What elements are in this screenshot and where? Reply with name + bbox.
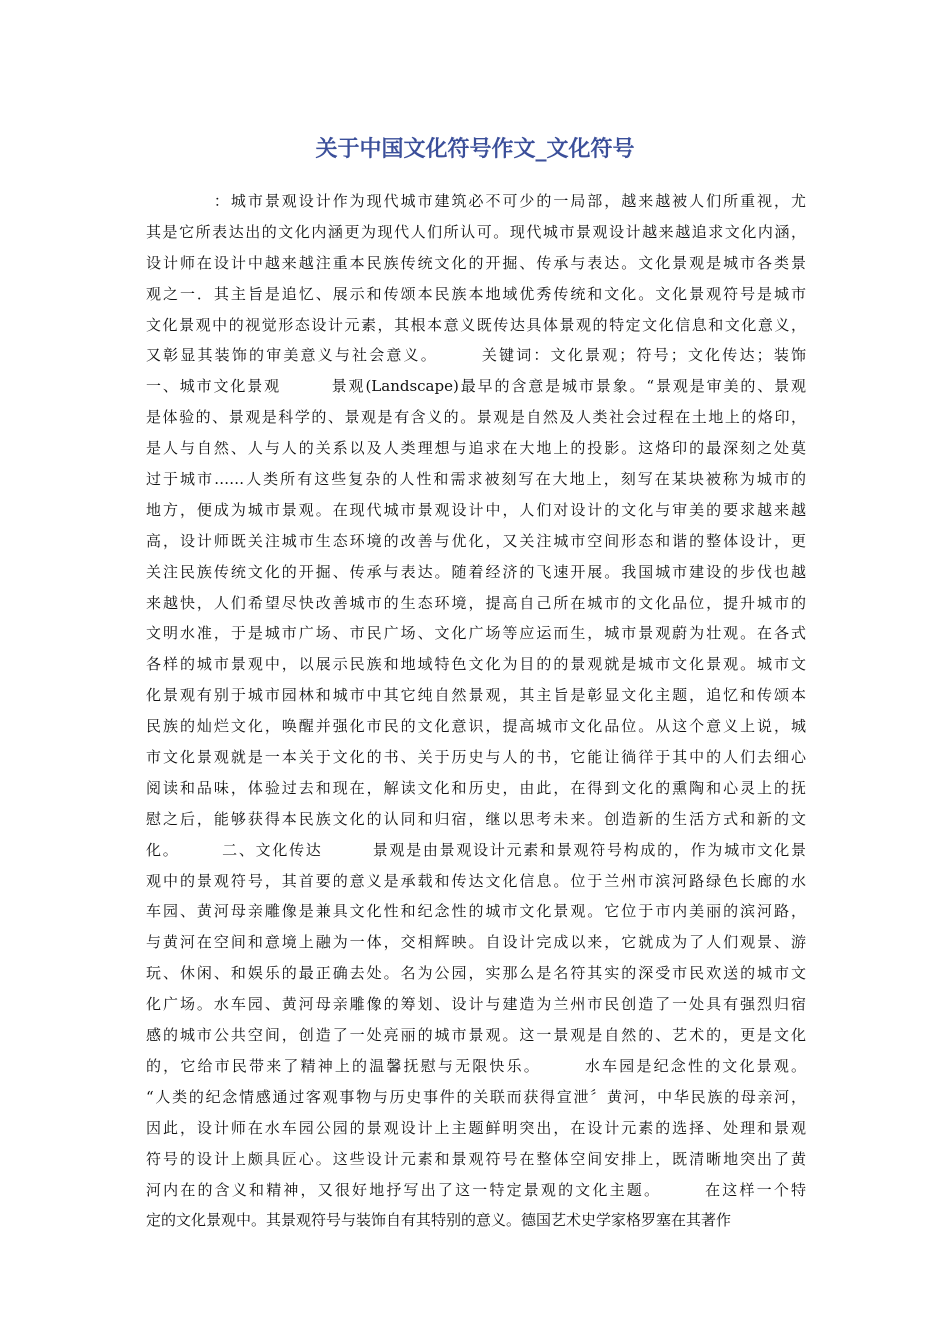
text-line: 与黄河在空间和意境上融为一体，交相辉映。自设计完成以来，它就成为了人们观景、游 xyxy=(146,933,806,952)
text-line: 又彰显其装饰的审美意义与社会意义。 关键词：文化景观；符号；文化传达；装饰 xyxy=(146,346,806,365)
text-line: ：城市景观设计作为现代城市建筑必不可少的一局部，越来越被人们所重视，尤 xyxy=(146,192,806,210)
text-line: 一、城市文化景观 景观(Landscape)最早的含意是城市景象。“景观是审美的、景观 xyxy=(146,377,806,396)
document-body xyxy=(146,186,806,1236)
text-line: 观之一．其主旨是追忆、展示和传颂本民族本地域优秀传统和文化。文化景观符号是城市 xyxy=(146,284,806,303)
text-line: 来越快，人们希望尽快改善城市的生态环境，提高自己所在城市的文化品位，提升城市的 xyxy=(146,593,806,612)
text-line: 化。 二、文化传达 景观是由景观设计元素和景观符号构成的，作为城市文化景 xyxy=(146,840,806,859)
text-line: 河内在的含义和精神，又很好地抒写出了这一特定景观的文化主题。 在这样一个特 xyxy=(146,1180,806,1199)
text-line: 慰之后，能够获得本民族文化的认同和归宿，继以思考未来。创造新的生活方式和新的文 xyxy=(146,809,806,828)
text-line: 过于城市……人类所有这些复杂的人性和需求被刻写在大地上，刻写在某块被称为城市的 xyxy=(146,470,806,489)
text-line: 文明水准，于是城市广场、市民广场、文化广场等应运而生，城市景观蔚为壮观。在各式 xyxy=(146,624,806,643)
text-line: 各样的城市景观中，以展示民族和地域特色文化为目的的景观就是城市文化景观。城市文 xyxy=(146,655,806,674)
text-line: 民族的灿烂文化，唤醒并强化市民的文化意识，提高城市文化品位。从这个意义上说，城 xyxy=(146,717,806,736)
text-line: 文化景观中的视觉形态设计元素，其根本意义既传达具体景观的特定文化信息和文化意义， xyxy=(146,315,806,334)
text-line: “人类的纪念情感通过客观事物与历史事件的关联而获得宣泄〞黄河，中华民族的母亲河， xyxy=(146,1087,806,1106)
text-line: 因此，设计师在水车园公园的景观设计上主题鲜明突出，在设计元素的选择、处理和景观 xyxy=(146,1118,806,1137)
text-line: 玩、休闲、和娱乐的最正确去处。名为公园，实那么是名符其实的深受市民欢送的城市文 xyxy=(146,964,806,983)
text-line: 化广场。水车园、黄河母亲雕像的筹划、设计与建造为兰州市民创造了一处具有强烈归宿 xyxy=(146,995,806,1014)
text-line: 是人与自然、人与人的关系以及人类理想与追求在大地上的投影。这烙印的最深刻之处莫 xyxy=(146,439,806,458)
text-line: 阅读和品味，体验过去和现在，解读文化和历史，由此，在得到文化的熏陶和心灵上的抚 xyxy=(146,778,806,797)
text-line: 是体验的、景观是科学的、景观是有含义的。景观是自然及人类社会过程在土地上的烙印， xyxy=(146,408,806,427)
text-line: 观中的景观符号，其首要的意义是承载和传达文化信息。位于兰州市滨河路绿色长廊的水 xyxy=(146,871,806,890)
text-line: 化景观有别于城市园林和城市中其它纯自然景观，其主旨是彰显文化主题，追忆和传颂本 xyxy=(146,686,806,705)
text-line: 地方，便成为城市景观。在现代城市景观设计中，人们对设计的文化与审美的要求越来越 xyxy=(146,500,806,519)
text-line: 符号的设计上颇具匠心。这些设计元素和景观符号在整体空间安排上，既清晰地突出了黄 xyxy=(146,1149,806,1168)
text-line: 其是它所表达出的文化内涵更为现代人们所认可。现代城市景观设计越来越追求文化内涵， xyxy=(146,222,806,241)
text-line: 定的文化景观中。其景观符号与装饰自有其特别的意义。德国艺术史学家格罗塞在其著作 xyxy=(146,1211,732,1230)
text-line: 车园、黄河母亲雕像是兼具文化性和纪念性的城市文化景观。它位于市内美丽的滨河路， xyxy=(146,902,806,921)
text-line: 的，它给市民带来了精神上的温馨抚慰与无限快乐。 水车园是纪念性的文化景观。 xyxy=(146,1056,806,1075)
text-line: 高，设计师既关注城市生态环境的改善与优化，又关注城市空间形态和谐的整体设计，更 xyxy=(146,531,806,550)
text-line: 感的城市公共空间，创造了一处亮丽的城市景观。这一景观是自然的、艺术的，更是文化 xyxy=(146,1026,806,1045)
text-line: 设计师在设计中越来越注重本民族传统文化的开掘、传承与表达。文化景观是城市各类景 xyxy=(146,253,806,272)
text-line: 市文化景观就是一本关于文化的书、关于历史与人的书，它能让徜徉于其中的人们去细心 xyxy=(146,748,806,767)
document-title: 关于中国文化符号作文_文化符号 xyxy=(315,137,635,162)
text-line: 关注民族传统文化的开掘、传承与表达。随着经济的飞速开展。我国城市建设的步伐也越 xyxy=(146,562,806,581)
